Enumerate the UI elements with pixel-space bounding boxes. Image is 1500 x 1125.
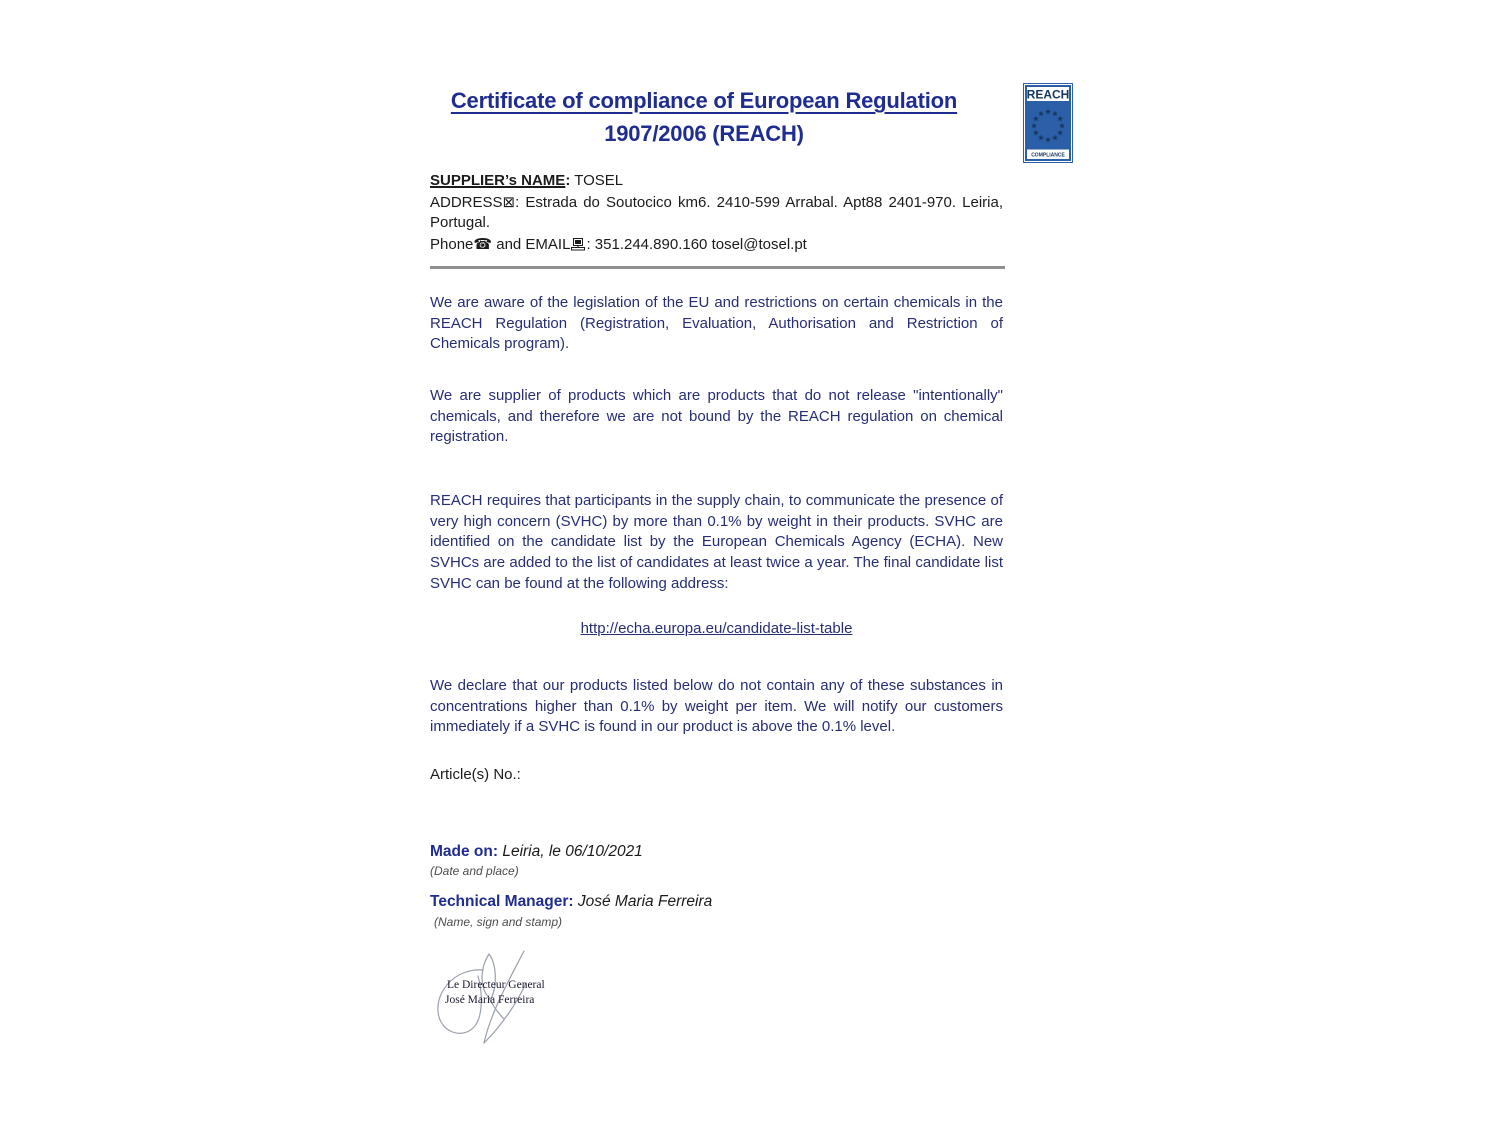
- supplier-address-line-2: Portugal.: [430, 214, 491, 232]
- signature-stamp: [428, 946, 560, 1054]
- supplier-address-line-1: [430, 192, 1003, 214]
- supplier-name-value: TOSEL: [570, 172, 624, 189]
- reach-compliance-logo: [1023, 83, 1073, 163]
- technical-manager-line: [430, 893, 1003, 911]
- svg-text:★: ★: [1051, 110, 1059, 118]
- document-title: [430, 84, 978, 150]
- supplier-name-line: [430, 171, 1003, 192]
- signature-scribble: [428, 946, 560, 1054]
- title-line-2: 1907/2006 (REACH): [604, 121, 804, 146]
- svg-text:★: ★: [1051, 135, 1059, 143]
- date-place-hint: (Date and place): [430, 864, 519, 878]
- svg-text:★: ★: [1056, 116, 1064, 123]
- envelope-icon: ⊠: [502, 192, 516, 211]
- articles-number-label: Article(s) No.:: [430, 766, 521, 783]
- phone-label: Phone: [430, 235, 474, 253]
- address-label: ADDRESS: [430, 193, 503, 211]
- reach-logo-text: REACH: [1026, 87, 1070, 102]
- technical-manager-value: José Maria Ferreira: [573, 893, 713, 910]
- supplier-name-colon: :: [565, 172, 571, 189]
- svg-text:★: ★: [1032, 116, 1040, 123]
- supplier-name-label: SUPPLIER’s NAME: [430, 172, 566, 189]
- svg-text:★: ★: [1058, 123, 1066, 130]
- made-on-line: [430, 843, 1003, 861]
- svg-text:★: ★: [1037, 135, 1045, 143]
- svg-text:★: ★: [1056, 130, 1064, 137]
- email-label: and EMAIL: [492, 235, 571, 253]
- title-line-1: Certificate of compliance of European Regulation: [450, 88, 958, 113]
- awareness-paragraph: We are aware of the legislation of the EU and restrictions on certain chemicals in the REACH Regulation (Registration, Evaluation, Authorisation and Restriction of Chemicals program).: [430, 294, 1003, 353]
- name-sign-stamp-hint: (Name, sign and stamp): [434, 915, 563, 929]
- supplier-status-paragraph: We are supplier of products which are products that do not release "intentionally" chemicals, and therefore we are not bound by the REACH regulation on chemical registration.: [430, 387, 1003, 446]
- computer-icon: [571, 238, 585, 251]
- candidate-list-link[interactable]: http://echa.europa.eu/candidate-list-table: [580, 620, 853, 637]
- made-on-value: Leiria, le 06/10/2021: [498, 843, 643, 860]
- technical-manager-label: Technical Manager:: [430, 893, 574, 910]
- phone-icon: ☎: [473, 234, 493, 253]
- compliance-logo-text: COMPLIANCE: [1031, 152, 1065, 159]
- declaration-paragraph: We declare that our products listed below do not contain any of these substances in concentrations higher than 0.1% by weight per item. We will notify our customers immediately if a SVHC is found in our product is above the 0.1% level.: [430, 677, 1003, 736]
- candidate-list-link-row: [430, 620, 1003, 638]
- stamp-text-line-2: José Maria Ferreira: [445, 994, 535, 1006]
- address-value: : Estrada do Soutocico km6. 2410-599 Arrabal. Apt88 2401-970. Leiria,: [515, 193, 1003, 211]
- contact-value: : 351.244.890.160 tosel@tosel.pt: [586, 235, 807, 253]
- stamp-text-line-1: Le Directeur General: [447, 979, 545, 991]
- svhc-requirements-paragraph: REACH requires that participants in the supply chain, to communicate the presence of very high concern (SVHC) by more than 0.1% by weight in their products. SVHC are identified on the candidate list by the European Chemicals Agency (ECHA). New SVHCs are added to the list of candidates at least twice a year. The final candidate list SVHC can be found at the following address:: [430, 492, 1003, 592]
- svg-text:★: ★: [1030, 123, 1038, 130]
- reach-logo-graphic: [1023, 83, 1073, 163]
- svg-text:★: ★: [1032, 130, 1040, 137]
- svg-text:★: ★: [1037, 110, 1045, 118]
- svg-text:★: ★: [1044, 109, 1052, 116]
- svg-text:★: ★: [1044, 137, 1052, 144]
- supplier-contact-line: [430, 234, 1003, 256]
- supplier-info-block: [430, 171, 1003, 255]
- horizontal-divider: [430, 266, 1005, 269]
- made-on-label: Made on:: [430, 843, 499, 860]
